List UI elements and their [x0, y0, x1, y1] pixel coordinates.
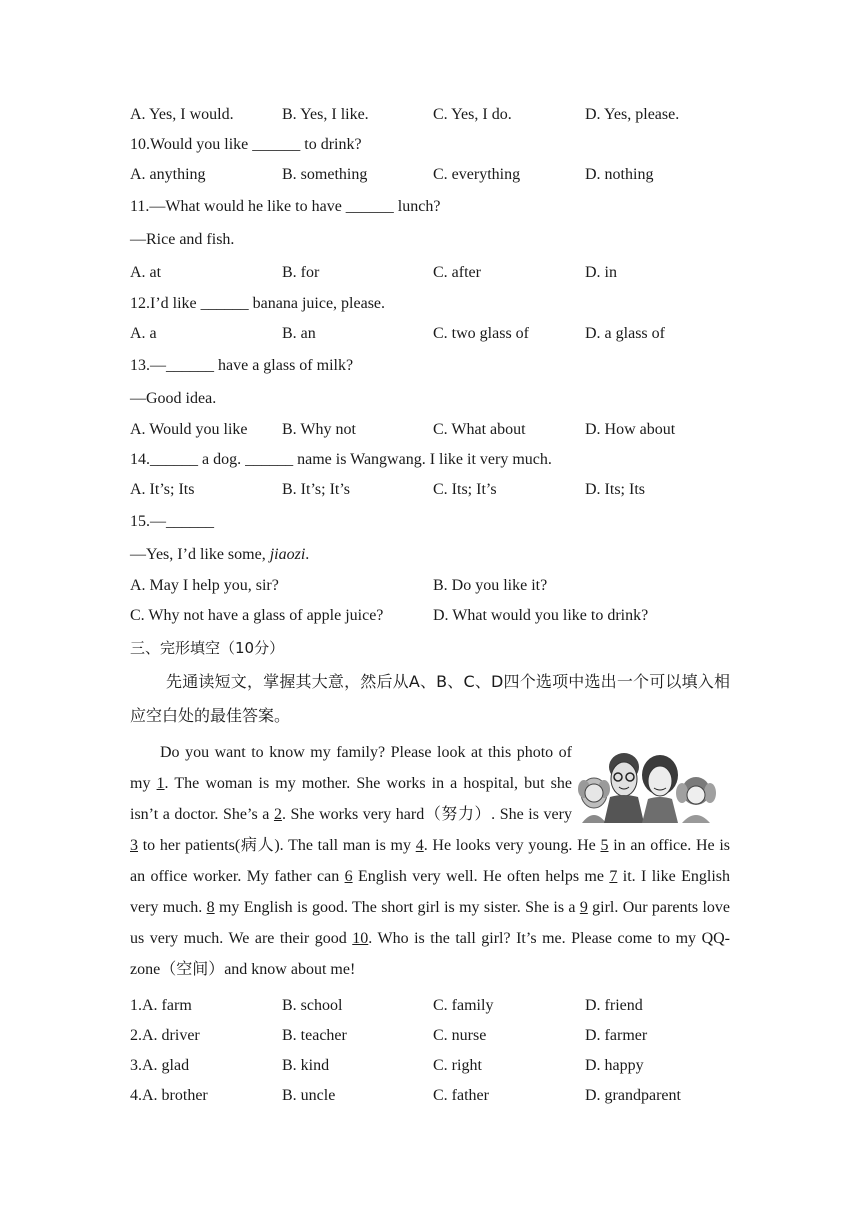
blank-7: 7 — [609, 868, 618, 885]
passage-seg-6: in an office. He is an office worker. My father can — [130, 837, 731, 885]
q9-option-c[interactable]: C. Yes, I do. — [433, 106, 512, 123]
blank-4: 4 — [415, 837, 424, 854]
q13-option-d[interactable]: D. How about — [585, 421, 676, 438]
q13-option-b[interactable]: B. Why not — [282, 421, 356, 438]
blank-1: 1 — [156, 775, 165, 792]
cloze-2-option-c[interactable]: C. nurse — [433, 1027, 487, 1044]
q10-option-b[interactable]: B. something — [282, 166, 368, 183]
q14-option-d[interactable]: D. Its; Its — [585, 481, 645, 498]
cloze-4-option-b[interactable]: B. uncle — [282, 1087, 336, 1104]
q13-options — [130, 415, 730, 445]
blank-5: 5 — [600, 837, 609, 854]
cloze-2-option-a[interactable]: 2.A. driver — [130, 1027, 200, 1044]
cloze-options — [130, 991, 730, 1111]
cloze-1-option-c[interactable]: C. family — [433, 997, 494, 1014]
passage-seg-3: . She works very hard（努力）. She is very — [281, 806, 572, 823]
worksheet-page — [130, 100, 730, 1111]
q11-answer: —Rice and fish. — [130, 231, 235, 248]
q14-stem: 14.______ a dog. ______ name is Wangwang. I like it very much. — [130, 451, 552, 468]
passage-seg-5: . He looks very young. He — [423, 837, 601, 854]
cloze-1-options — [130, 991, 730, 1021]
cloze-4-option-c[interactable]: C. father — [433, 1087, 489, 1104]
q15-answer — [130, 538, 730, 571]
q10-option-c[interactable]: C. everything — [433, 166, 521, 183]
cloze-3-options — [130, 1051, 730, 1081]
cloze-3-option-b[interactable]: B. kind — [282, 1057, 330, 1074]
q9-options — [130, 100, 730, 130]
passage-seg-4: to her patients(病人). The tall man is my — [138, 837, 416, 854]
q11-option-a[interactable]: A. at — [130, 264, 162, 281]
q15-answer-text: —Yes, I’d like some, — [130, 546, 270, 563]
cloze-4-option-a[interactable]: 4.A. brother — [130, 1087, 208, 1104]
q10-option-a[interactable]: A. anything — [130, 166, 206, 183]
q9-option-d[interactable]: D. Yes, please. — [585, 106, 680, 123]
q13-option-a[interactable]: A. Would you like — [130, 421, 248, 438]
q9-option-a[interactable]: A. Yes, I would. — [130, 106, 234, 123]
q15-stem: 15.—______ — [130, 513, 214, 530]
q15-answer-italic: jiaozi — [269, 546, 306, 563]
q10-option-d[interactable]: D. nothing — [585, 166, 654, 183]
cloze-3-option-c[interactable]: C. right — [433, 1057, 482, 1074]
passage-seg-10: girl. Our parents love us very much. We are their good — [130, 899, 730, 947]
blank-10: 10 — [352, 930, 369, 947]
blank-8: 8 — [206, 899, 215, 916]
q14-option-c[interactable]: C. Its; It’s — [433, 481, 497, 498]
cloze-3-option-d[interactable]: D. happy — [585, 1057, 644, 1074]
q11-option-c[interactable]: C. after — [433, 264, 481, 281]
blank-3: 3 — [130, 837, 138, 854]
q15-option-c[interactable]: C. Why not have a glass of apple juice? — [130, 607, 384, 624]
q11-stem: 11.—What would he like to have ______ lunch? — [130, 198, 441, 215]
q11-options — [130, 256, 730, 289]
q10-options — [130, 160, 730, 190]
passage-seg-2: . The woman is my mother. She works in a hospital, but she isn’t a doctor. She’s a — [130, 775, 572, 823]
cloze-1-option-d[interactable]: D. friend — [585, 997, 643, 1014]
blank-6: 6 — [344, 868, 353, 885]
q15-options-row2 — [130, 601, 730, 631]
passage-seg-1: Do you want to know my family? Please look at this photo of my — [130, 744, 572, 792]
cloze-1-option-a[interactable]: 1.A. farm — [130, 997, 192, 1014]
passage-seg-11: . Who is the tall girl? It’s me. Please come to my QQ-zone（空间）and know about me! — [130, 930, 731, 978]
blank-2: 2 — [273, 806, 282, 823]
cloze-2-option-b[interactable]: B. teacher — [282, 1027, 347, 1044]
q9-option-b[interactable]: B. Yes, I like. — [282, 106, 369, 123]
q14-options — [130, 475, 730, 505]
q11-option-b[interactable]: B. for — [282, 264, 320, 281]
cloze-2-options — [130, 1021, 730, 1051]
q12-option-b[interactable]: B. an — [282, 325, 316, 342]
q12-stem: 12.I’d like ______ banana juice, please. — [130, 295, 386, 312]
q14-option-a[interactable]: A. It’s; Its — [130, 481, 195, 498]
q13-stem: 13.—______ have a glass of milk? — [130, 357, 354, 374]
q14-option-b[interactable]: B. It’s; It’s — [282, 481, 351, 498]
q13-option-c[interactable]: C. What about — [433, 421, 526, 438]
q15-option-d[interactable]: D. What would you like to drink? — [433, 607, 649, 624]
family-photo — [572, 737, 730, 829]
passage-seg-9: my English is good. The short girl is my sister. She is a — [214, 899, 580, 916]
q12-option-a[interactable]: A. a — [130, 325, 157, 342]
q15-option-b[interactable]: B. Do you like it? — [433, 577, 548, 594]
passage-seg-7: English very well. He often helps me — [352, 868, 610, 885]
cloze-2-option-d[interactable]: D. farmer — [585, 1027, 648, 1044]
blank-9: 9 — [579, 899, 588, 916]
q10-stem: 10.Would you like ______ to drink? — [130, 136, 362, 153]
q12-option-c[interactable]: C. two glass of — [433, 325, 529, 342]
q11-option-d[interactable]: D. in — [585, 264, 617, 281]
section-heading: 三、完形填空（10分） — [130, 639, 285, 657]
cloze-3-option-a[interactable]: 3.A. glad — [130, 1057, 190, 1074]
q12-option-d[interactable]: D. a glass of — [585, 325, 665, 342]
cloze-1-option-b[interactable]: B. school — [282, 997, 343, 1014]
q13-answer: —Good idea. — [130, 390, 217, 407]
cloze-4-option-d[interactable]: D. grandparent — [585, 1087, 681, 1104]
q15-options-row1 — [130, 571, 730, 601]
q15-answer-end: . — [305, 546, 310, 563]
q12-options — [130, 319, 730, 349]
cloze-4-options — [130, 1081, 730, 1111]
family-photo-illustration — [572, 737, 730, 823]
passage-seg-8: it. I like English very much. — [130, 868, 730, 916]
section-instruction: 先通读短文，掌握其大意，然后从A、B、C、D四个选项中选出一个可以填入相应空白处的最佳答案。 — [130, 672, 730, 725]
q15-option-a[interactable]: A. May I help you, sir? — [130, 577, 279, 594]
cloze-passage — [130, 737, 730, 985]
